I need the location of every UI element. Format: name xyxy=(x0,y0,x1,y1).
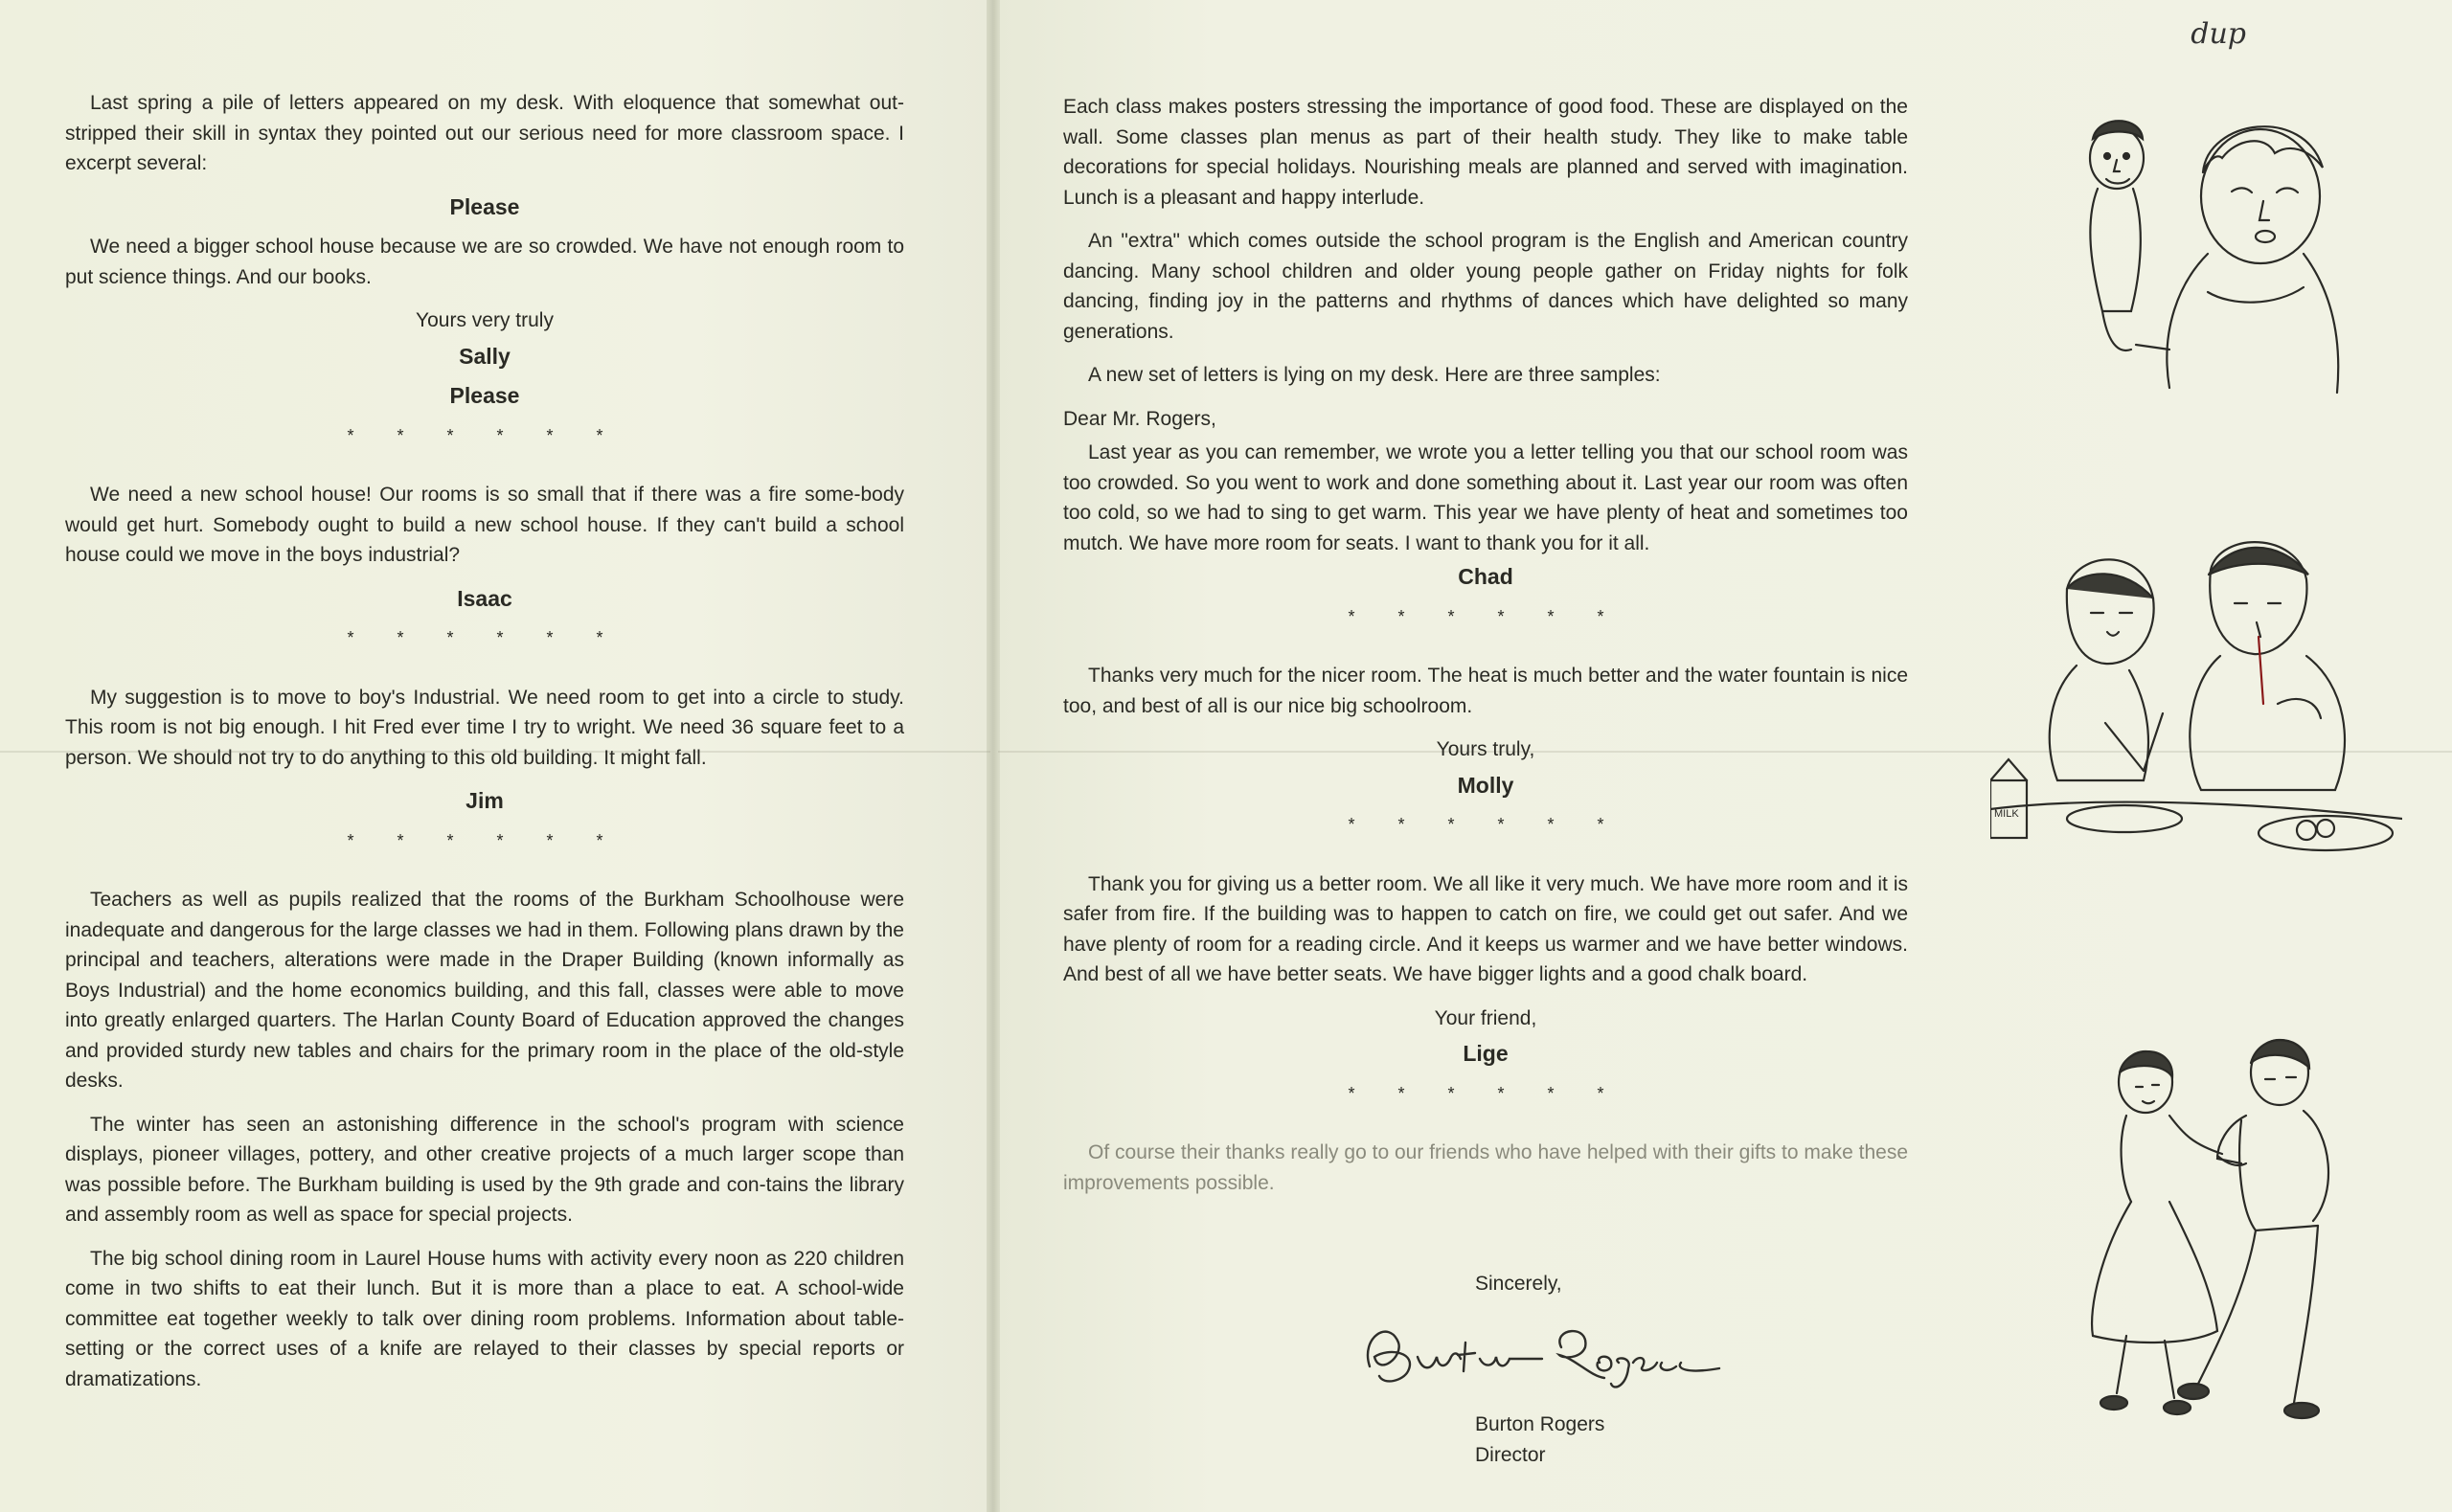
left-column xyxy=(65,88,904,1408)
letter2-heading: Please xyxy=(449,383,520,408)
dining-paragraph: The big school dining room in Laurel House hums with activity every noon as 220 children come in two shifts to eat their lunch. But it is more than a place to eat. A school-wide committee eat together weekly to talk over dining room problems. Information about table-setting or the correct uses of a knife are relayed to their classes by special reports or dramatizations. xyxy=(65,1247,904,1390)
letter1-heading: Please xyxy=(449,193,520,219)
handwritten-signature xyxy=(1351,1299,1734,1405)
corner-handwritten-note: dup xyxy=(2191,17,2246,51)
letter1-signature: Sally xyxy=(459,343,511,369)
dancing-couple-illustration xyxy=(2074,1029,2361,1432)
intro-paragraph: Last spring a pile of letters appeared on my desk. With eloquence that somewhat out-stripped their skill in syntax they pointed out our serious need for more classroom space. I excerpt several: xyxy=(65,92,904,174)
stars-divider: * * * * * * xyxy=(347,628,623,647)
milk-carton-label: MILK xyxy=(1994,808,2019,820)
chad-salutation: Dear Mr. Rogers, xyxy=(1063,407,1216,430)
stars-divider: * * * * * * xyxy=(347,425,623,445)
letter3-signature: Jim xyxy=(465,788,504,813)
posters-paragraph: Each class makes posters stressing the importance of good food. These are displayed on the wall. Some classes plan menus as part of their health study. They like to make table decorations for special holidays. Nourishing meals are planned and served with imagination. Lunch is a pleasant and happy interlude. xyxy=(1063,96,1908,209)
molly-closing: Yours truly, xyxy=(1436,738,1535,760)
molly-signature: Molly xyxy=(1457,772,1514,798)
new-letters-paragraph: A new set of letters is lying on my desk. Here are three samples: xyxy=(1088,364,1661,386)
letter2-signature: Isaac xyxy=(457,585,512,611)
molly-letter-body: Thanks very much for the nicer room. The heat is much better and the water fountain is nice too, and best of all is our nice big schoolroom. xyxy=(1063,665,1908,717)
children-eating-lunch-illustration xyxy=(1990,531,2402,862)
signature-block xyxy=(1370,1269,1772,1471)
thanks-paragraph: Of course their thanks really go to our friends who have helped with their gifts to make these improvements possible. xyxy=(1063,1141,1908,1194)
letter1-closing: Yours very truly xyxy=(416,309,554,331)
center-fold xyxy=(987,0,1000,1512)
teachers-paragraph: Teachers as well as pupils realized that the rooms of the Burkham Schoolhouse were inadequate and dangerous for the large classes we had in them. Following plans drawn by the principal and teachers, alterations were made in the Draper Building (known informally as Boys Industrial) and the home economics building, and this fall, classes were able to move into greatly enlarged quarters. The Harlan County Board of Education approved the changes and provided sturdy new tables and chairs for the primary room in the place of the old-style desks. xyxy=(65,889,904,1092)
stars-divider: * * * * * * xyxy=(347,830,623,850)
lige-signature: Lige xyxy=(1463,1041,1509,1066)
stars-divider: * * * * * * xyxy=(1348,1083,1623,1103)
winter-paragraph: The winter has seen an astonishing difference in the school's program with science displays, pioneer villages, pottery, and other creative projects of a much larger scope than was possible before. The Burkham building is used by the 9th grade and con-tains the library and assembly room as well as space for special projects. xyxy=(65,1113,904,1226)
stars-divider: * * * * * * xyxy=(1348,815,1623,834)
letter3-body: My suggestion is to move to boy's Industrial. We need room to get into a circle to study. This room is not big enough. I hit Fred ever time I try to wright. We need 36 square feet to a person. We should not try to do anything to this old building. It might fall. xyxy=(65,686,904,769)
signer-name: Burton Rogers xyxy=(1475,1413,1605,1435)
chad-letter-body: Last year as you can remember, we wrote you a letter telling you that our school room was too crowded. So you went to work and done something about it. Last year our room was often too cold, so we had to sing to get warm. This year we have plenty of heat and sometimes too mutch. We have more room for seats. I want to thank you for it all. xyxy=(1063,441,1908,554)
lige-letter-body: Thank you for giving us a better room. We all like it very much. We have more room and it is safer from fire. If the building was to happen to catch on fire, we could get out safer. And we have plenty of room for a reading circle. And it keeps us warmer and we have better windows. And best of all we have better seats. We have bigger lights and a good chalk board. xyxy=(1063,872,1908,985)
stars-divider: * * * * * * xyxy=(1348,606,1623,626)
letter1-body: We need a bigger school house because we are so crowded. We have not enough room to put science things. And our books. xyxy=(65,236,904,288)
extra-paragraph: An "extra" which comes outside the school program is the English and American country dancing. Many school children and older young people gather on Friday nights for folk dancing, finding joy in the patterns and rhythms of dances which have delighted so many generations. xyxy=(1063,230,1908,343)
right-column xyxy=(1063,92,1908,1211)
signer-title: Director xyxy=(1475,1444,1546,1466)
lige-closing: Your friend, xyxy=(1434,1006,1537,1029)
valediction: Sincerely, xyxy=(1475,1273,1562,1295)
chad-signature: Chad xyxy=(1458,564,1513,589)
boy-with-puppet-illustration xyxy=(2064,101,2351,407)
letter2-body: We need a new school house! Our rooms is so small that if there was a fire some-body would get hurt. Somebody ought to build a new school house. If they can't build a school house could we move in the boys industrial? xyxy=(65,484,904,566)
